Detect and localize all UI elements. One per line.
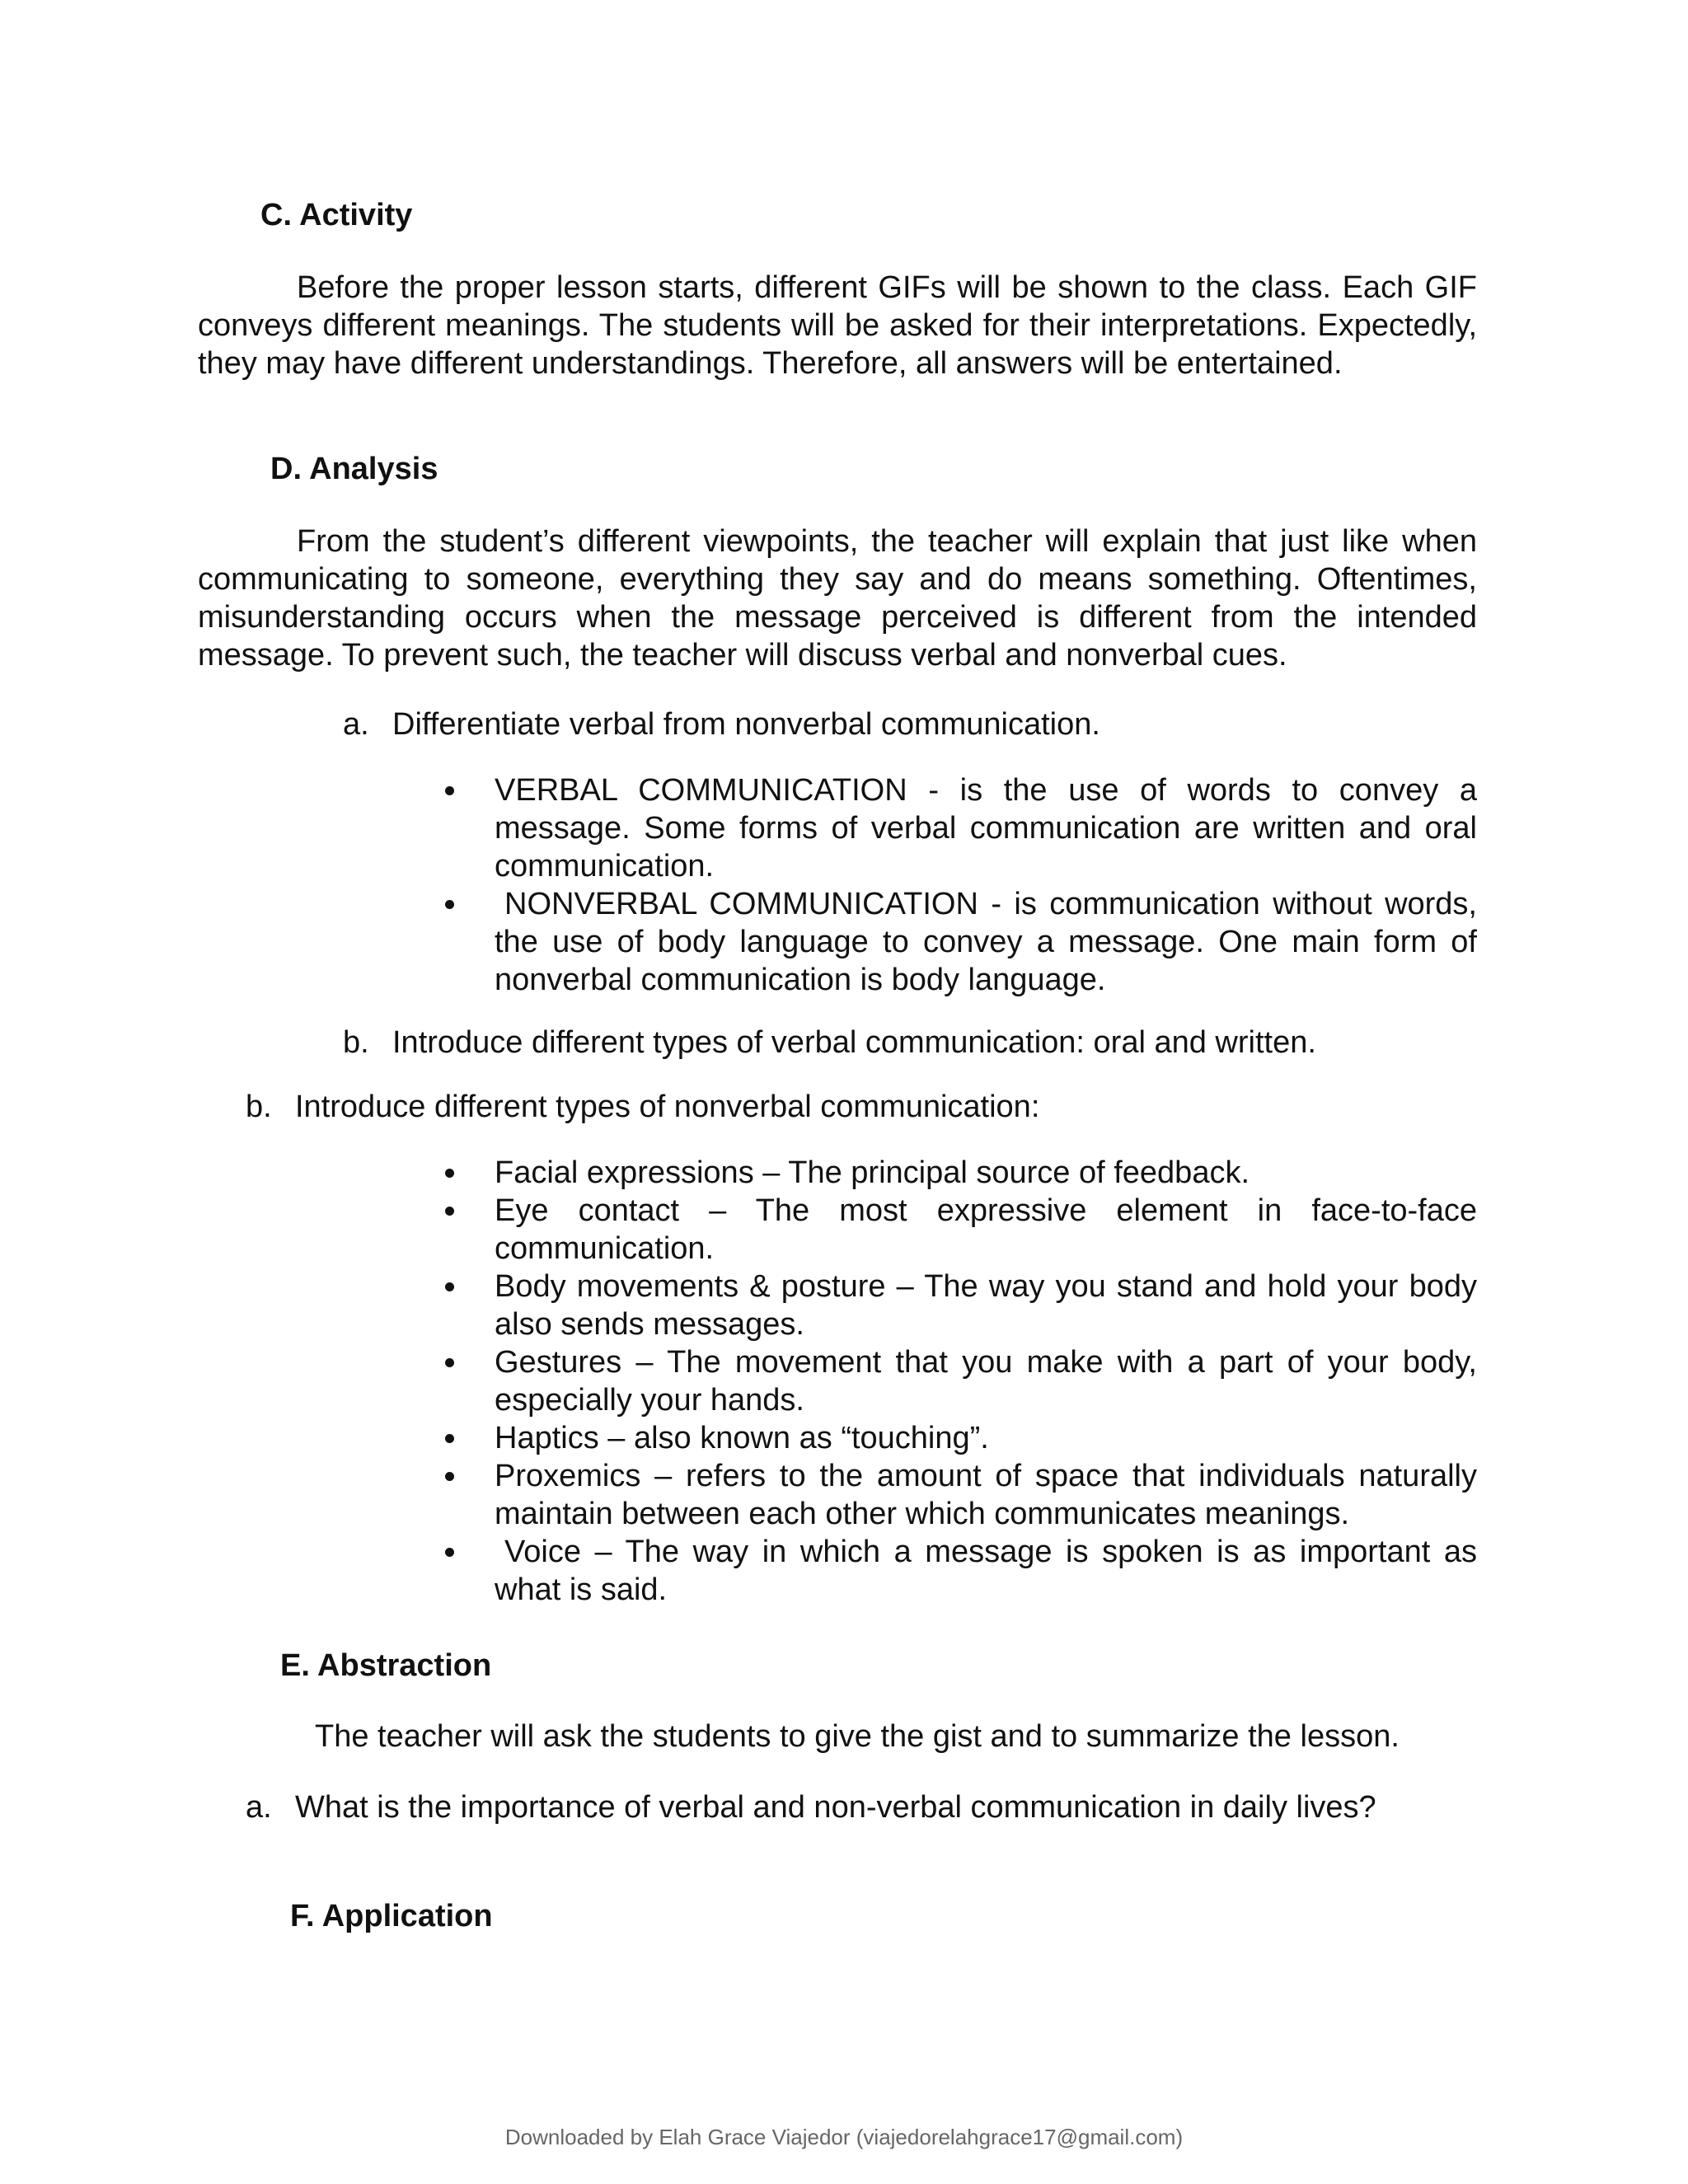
bullet-text: NONVERBAL COMMUNICATION - is communication without words, the use of body language to convey a message. One main form of nonverbal communication is body language. xyxy=(495,887,1477,997)
list-item-text: What is the importance of verbal and non-verbal communication in daily lives? xyxy=(295,1790,1376,1825)
bullet-item xyxy=(442,1192,1477,1268)
list-marker: a. xyxy=(343,707,369,742)
list-item xyxy=(246,1788,1482,1826)
bullet-text: Body movements & posture – The way you stand and hold your body also sends messages. xyxy=(495,1269,1477,1342)
bullet-item xyxy=(442,771,1477,885)
list-marker: b. xyxy=(343,1025,369,1060)
bullet-text: Haptics – also known as “touching”. xyxy=(495,1421,989,1455)
list-item-text: Differentiate verbal from nonverbal communication. xyxy=(392,707,1100,742)
bullet-text: Eye contact – The most expressive element in face-to-face communication. xyxy=(495,1193,1477,1266)
bullet-item xyxy=(442,885,1477,999)
list-marker: b. xyxy=(246,1090,272,1124)
list-marker: a. xyxy=(246,1790,272,1825)
list-item-text: Introduce different types of verbal communication: oral and written. xyxy=(392,1025,1316,1060)
download-footer: Downloaded by Elah Grace Viajedor (viajedorelahgrace17@gmail.com) xyxy=(504,2125,1184,2149)
bullet-item xyxy=(442,1343,1477,1419)
bullet-item xyxy=(442,1457,1477,1533)
list-item xyxy=(246,1088,1400,1126)
abstraction-paragraph: The teacher will ask the students to give the gist and to summarize the lesson. xyxy=(315,1719,1400,1754)
section-heading-application: F. Application xyxy=(290,1899,493,1933)
section-heading-activity: C. Activity xyxy=(260,198,413,232)
activity-paragraph: Before the proper lesson starts, different GIFs will be shown to the class. Each GIF conveys different meanings. The students will be asked for their interpretations. Expectedly, they may have different understandings. Therefore, all answers will be entertained. xyxy=(198,270,1477,381)
analysis-paragraph: From the student’s different viewpoints, the teacher will explain that just like when communicating to someone, everything they say and do means something. Oftentimes, misunderstanding occurs when the message perceived is different from the intended message. To prevent such, the teacher will discuss verbal and nonverbal cues. xyxy=(198,524,1477,673)
section-heading-abstraction: E. Abstraction xyxy=(280,1648,492,1683)
section-heading-analysis: D. Analysis xyxy=(270,452,438,486)
list-item-text: Introduce different types of nonverbal communication: xyxy=(295,1090,1040,1124)
bullet-text: VERBAL COMMUNICATION - is the use of words to convey a message. Some forms of verbal communication are written and oral communication. xyxy=(495,773,1477,883)
bullet-text: Proxemics – refers to the amount of space that individuals naturally maintain between each other which communicates meanings. xyxy=(495,1459,1477,1531)
list-item xyxy=(343,1024,1480,1062)
list-item xyxy=(343,705,1480,743)
bullet-item xyxy=(442,1533,1477,1609)
bullet-item xyxy=(442,1268,1477,1343)
bullet-text: Facial expressions – The principal source of feedback. xyxy=(495,1155,1250,1190)
bullet-text: Voice – The way in which a message is spoken is as important as what is said. xyxy=(495,1535,1477,1607)
bullet-text: Gestures – The movement that you make with a part of your body, especially your hands. xyxy=(495,1345,1477,1418)
bullet-item xyxy=(442,1154,1477,1192)
bullet-item xyxy=(442,1419,1477,1457)
